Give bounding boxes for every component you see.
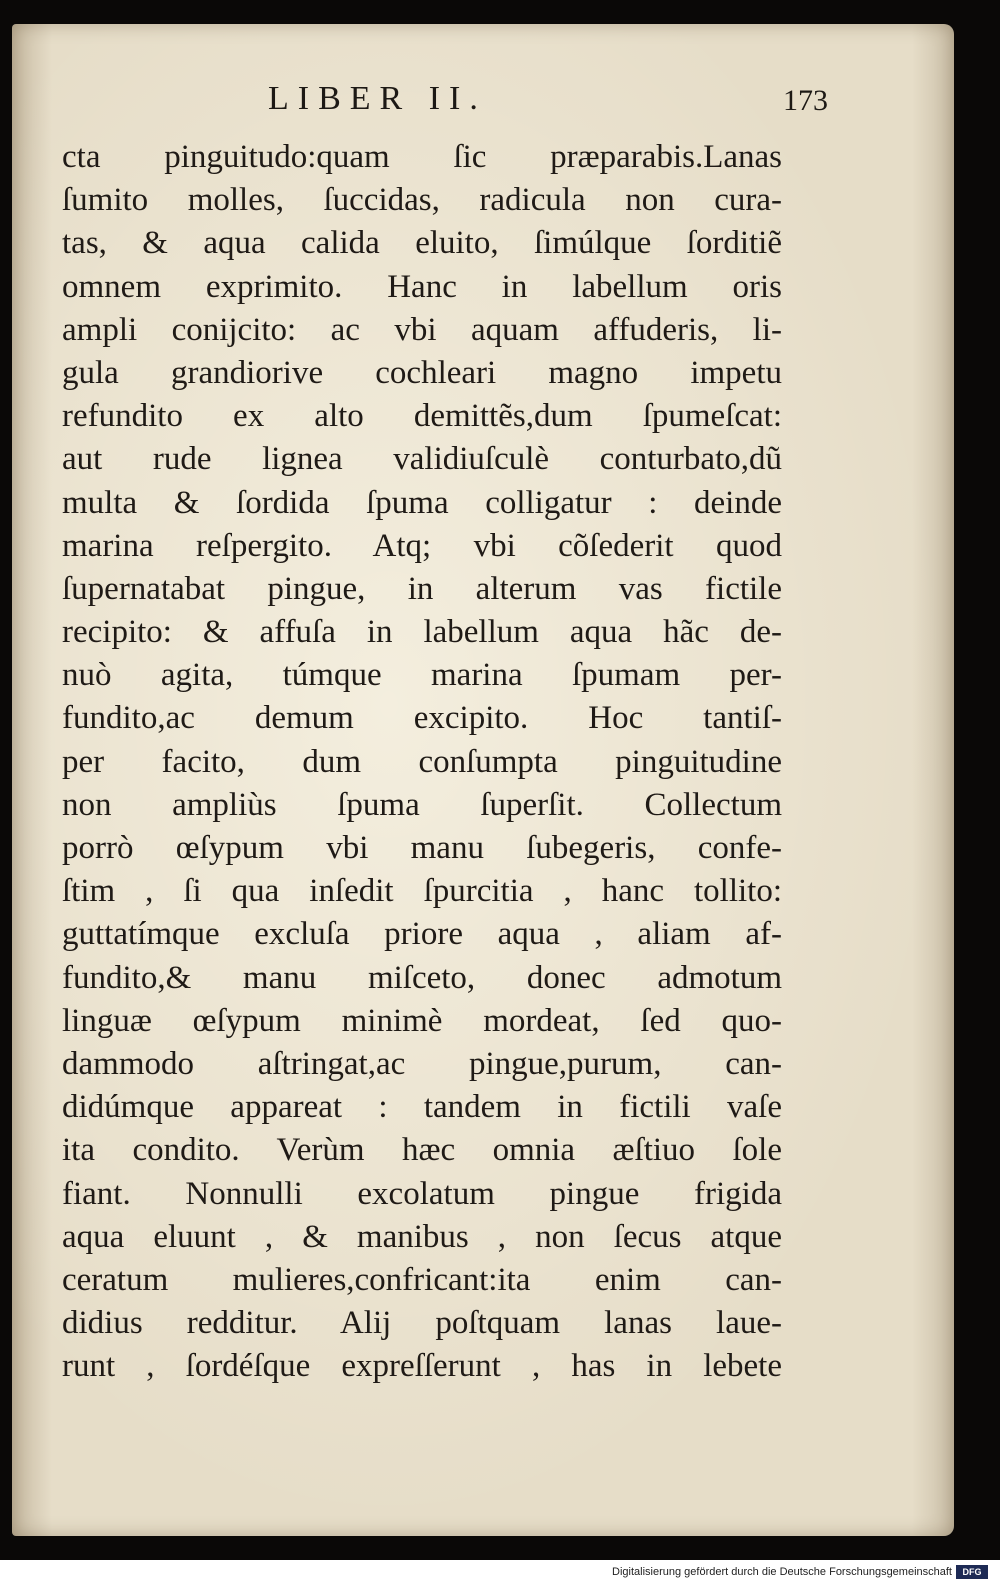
text-line: aqua eluunt , & manibus , non ſecus atque [62,1218,782,1255]
text-line: guttatímque excluſa priore aqua , aliam af- [62,916,782,953]
text-line: per facito, dum conſumpta pinguitudine [62,743,782,780]
text-line: ſupernatabat pingue, in alterum vas fictile [62,570,782,607]
text-line: tas, & aqua calida eluito, ſimúlque ſorditiẽ [62,225,782,262]
page-number: 173 [783,84,828,117]
text-line: ita condito. Verùm hæc omnia æſtiuo ſole [62,1132,782,1169]
text-line: dammodo aſtringat,ac pingue,purum, can- [62,1045,782,1082]
text-line: ceratum mulieres,confricant:ita enim can- [62,1261,782,1298]
text-line: non ampliùs ſpuma ſuperſit. Collectum [62,786,782,823]
text-line: didúmque appareat : tandem in fictili vaſe [62,1089,782,1126]
digitization-footer [0,1560,1000,1587]
text-line: runt , ſordéſque expreſſerunt , has in lebete [62,1348,782,1385]
text-line: multa & ſordida ſpuma colligatur : deinde [62,484,782,521]
text-line: cta pinguitudo:quam ſic præparabis.Lanas [62,139,782,175]
text-line: ſumito molles, ſuccidas, radicula non cura- [62,182,782,219]
text-line: marina reſpergito. Atq; vbi cõſederit quod [62,527,782,564]
text-line: recipito: & affuſa in labellum aqua hãc de- [62,614,782,651]
running-title: LIBER II. [268,80,487,117]
text-line: didius redditur. Alij poſtquam lanas laue- [62,1305,782,1342]
text-line: omnem exprimito. Hanc in labellum oris [62,268,782,305]
text-line: ſtim , ſi qua inſedit ſpurcitia , hanc tollito: [62,873,782,910]
text-line: nuò agita, túmque marina ſpumam per- [62,657,782,694]
text-line: fiant. Nonnulli excolatum pingue frigida [62,1175,782,1212]
text-line: fundito,ac demum excipito. Hoc tantiſ- [62,700,782,737]
text-line: fundito,& manu miſceto, donec admotum [62,959,782,996]
text-line: gula grandiorive cochleari magno impetu [62,354,782,391]
text-line: refundito ex alto demittẽs,dum ſpumeſcat: [62,398,782,435]
dfg-logo: DFG [956,1565,988,1579]
text-line: ampli conijcito: ac vbi aquam affuderis, li- [62,311,782,348]
funding-credit: Digitalisierung gefördert durch die Deutsche Forschungsgemeinschaft [612,1566,952,1578]
text-block [62,136,782,1388]
page-header [268,80,828,128]
text-line: aut rude lignea validiuſculè conturbato,dũ [62,441,782,478]
text-line: linguæ œſypum minimè mordeat, ſed quo- [62,1002,782,1039]
text-line: porrò œſypum vbi manu ſubegeris, confe- [62,830,782,866]
